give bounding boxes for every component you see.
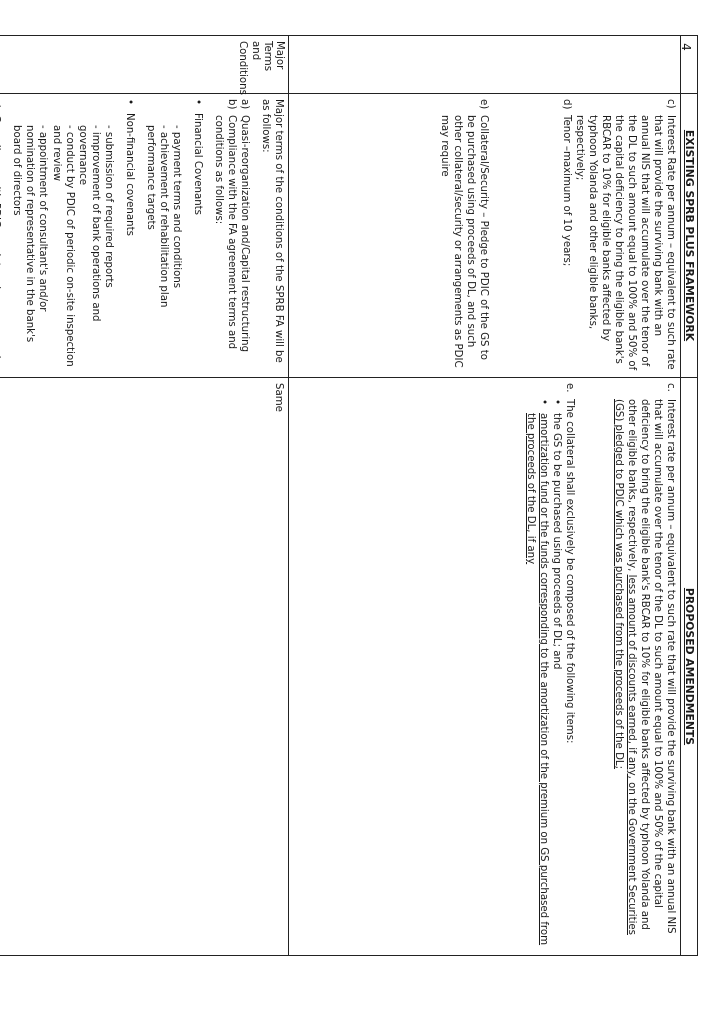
major-terms-label: Major Terms and Conditions (0, 36, 289, 94)
existing-header: EXISTING SPRB PLUS FRAMEWORK (681, 94, 698, 378)
condition-c (0, 99, 2, 372)
item-marker: c. (665, 383, 677, 392)
proposed-collateral-bullet-1: • the GS to be purchased using proceeds of DL; and (550, 399, 562, 670)
financial-item: - achievement of rehabilitation plan performance targets (144, 125, 169, 308)
item-marker: d) (560, 99, 572, 110)
nonfinancial-covenants: • Non-financial covenants (123, 99, 135, 236)
empty-label-cell (289, 36, 681, 94)
proposed-collateral-text: The collateral shall exclusively be composed of the following items: (563, 399, 575, 744)
proposed-interest-rate (612, 399, 677, 950)
proposed-item-e (524, 383, 576, 950)
existing-item-e (438, 99, 490, 372)
proposed-conditions-cell: Same (0, 378, 289, 956)
nonfinancial-item: - improvement of bank operations and governance (76, 125, 101, 322)
conditions-intro: Major terms of the conditions of the SPRB FA will be as follows: (260, 99, 285, 363)
nonfinancial-item: - submission of required reports (102, 125, 114, 288)
existing-interest-rate-text: Interest Rate per annum – equivalent to such rate that will provide the surviving bank with an annual NIS that will accumulate over the tenor of the DL to such amount equal to 100% and 50% of the capital deficiency to bring the eligible bank's RBCAR to 10% for eligible banks affected by typhoon Yolanda and other eligible banks, respectively; (573, 115, 677, 371)
header-row (681, 36, 698, 956)
terms-row (289, 36, 681, 956)
item-marker: e. (563, 383, 575, 393)
existing-collateral-text: Collateral/Security – Pledge to PDIC of the GS to be purchased using proceeds of DL, and such other collateral/security or arrangements as PDIC may require (438, 115, 489, 368)
existing-item-c (573, 99, 677, 372)
proposed-terms-cell (289, 378, 681, 956)
rotated-document (11, 35, 698, 955)
conditions-row (0, 36, 289, 956)
existing-terms-cell (289, 94, 681, 378)
nonfinancial-item: - appointment of consultant's and/or nomination of representative in the bank's board of directors (11, 125, 49, 343)
page-number: 4 (678, 43, 693, 51)
existing-conditions-cell (0, 94, 289, 378)
condition-a: a) Quasi-reorganization and/Capital restructuring (239, 99, 251, 353)
financial-item: - payment terms and conditions (170, 125, 182, 289)
proposed-collateral (524, 399, 576, 950)
proposed-amendment-underlined: less amount of discounts earned, if any, on the Government Securities (GS) pledged to PDIC which was purchased from the proceeds of the DL; (613, 399, 638, 935)
proposed-header: PROPOSED AMENDMENTS (681, 378, 698, 956)
financial-covenants: • Financial Covenants (191, 99, 203, 215)
comparison-table (0, 35, 698, 956)
nonfinancial-item: - conduct by PDIC of periodic on-site inspection and review (50, 125, 75, 367)
proposed-collateral-bullet-2: • amortization fund or the funds corresponding to the amortization of the premium on GS purchased from the proceeds of the DL, if any (524, 399, 549, 946)
item-marker: c) (665, 99, 677, 109)
condition-b: b) Compliance with the FA agreement terms and conditions as follows: (213, 99, 238, 350)
item-marker: e) (477, 99, 489, 110)
proposed-item-c (612, 383, 677, 950)
label-header-cell (678, 36, 698, 94)
existing-item-d (560, 99, 573, 372)
existing-tenor-text: Tenor –maximum of 10 years; (560, 115, 572, 267)
proposed-interest-rate-text: Interest rate per annum – equivalent to such rate that will provide the surviving bank with an annual NIS that will accumulate over the tenor of the DL to such amount equal to 100% and 50% of the capital deficiency to bring the eligible bank's RBCAR to 10% for eligible banks affected by typhoon Yolanda and other eligible banks, respectively, (626, 399, 677, 934)
